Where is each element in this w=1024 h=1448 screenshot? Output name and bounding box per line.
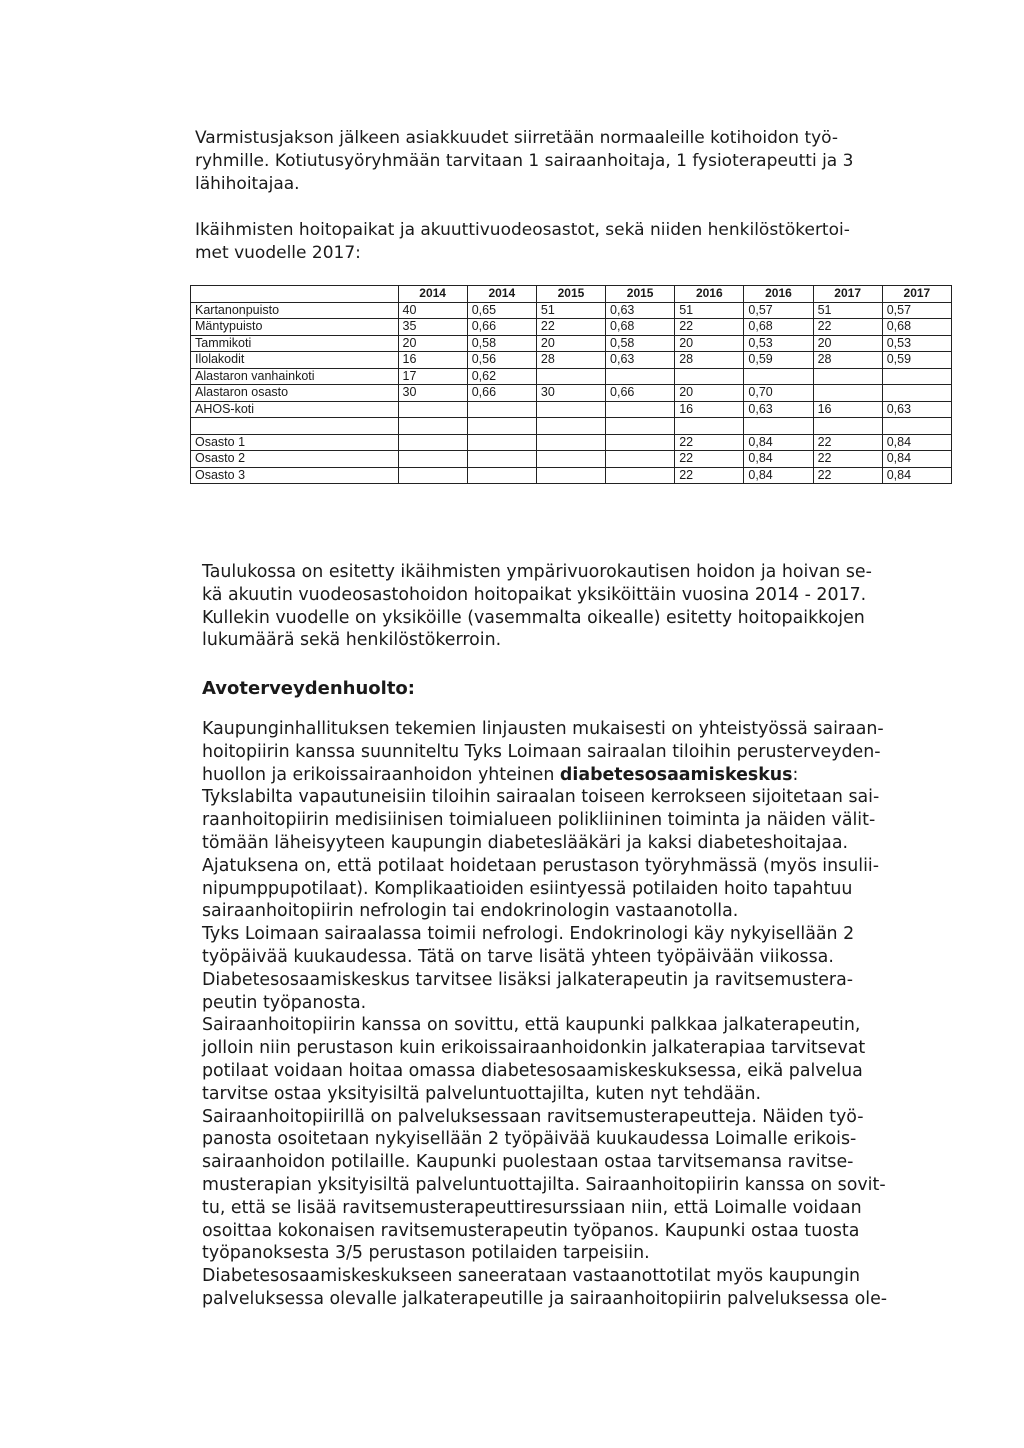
table-cell: 22 — [675, 451, 744, 468]
unit-name-cell: Osasto 1 — [191, 434, 399, 451]
unit-name-cell: Mäntypuisto — [191, 319, 399, 336]
table-cell — [536, 451, 605, 468]
bold-term: diabetesosaamiskeskus — [559, 764, 793, 785]
table-cell: 30 — [398, 385, 467, 402]
text-line: Kullekin vuodelle on yksiköille (vasemmalta oikealle) esitetty hoitopaikkojen — [202, 607, 865, 628]
text-line: Taulukossa on esitetty ikäihmisten ympärivuorokautisen hoidon ja hoivan se- — [202, 562, 872, 582]
table-cell: 0,57 — [744, 302, 813, 319]
table-cell — [606, 467, 675, 484]
text-line: panosta osoitetaan nykyisellään 2 työpäivää kuukaudessa Loimalle erikois- — [202, 1129, 857, 1150]
table-cell — [536, 418, 605, 435]
unit-name-cell: AHOS-koti — [191, 401, 399, 418]
table-cell — [467, 418, 536, 435]
table-cell: 0,66 — [467, 385, 536, 402]
table-cell: 0,84 — [882, 451, 951, 468]
table-row — [191, 418, 952, 435]
header-cell: 2014 — [398, 286, 467, 303]
table-cell: 20 — [398, 335, 467, 352]
table-cell: 0,59 — [744, 352, 813, 369]
table-cell: 0,65 — [467, 302, 536, 319]
table-cell — [536, 467, 605, 484]
table-cell: 22 — [813, 467, 882, 484]
text-line: tu, että se lisää ravitsemusterapeuttiresurssiaan niin, että Loimalle voidaan — [202, 1197, 862, 1218]
table-cell — [882, 418, 951, 435]
header-cell: 2017 — [882, 286, 951, 303]
table-cell: 0,84 — [744, 451, 813, 468]
table-cell — [606, 418, 675, 435]
table-cell: 22 — [813, 451, 882, 468]
unit-name-cell — [191, 418, 399, 435]
table-cell: 0,58 — [606, 335, 675, 352]
table-cell: 0,57 — [882, 302, 951, 319]
table-cell: 0,63 — [606, 302, 675, 319]
header-cell: 2015 — [536, 286, 605, 303]
table-row — [191, 434, 952, 451]
text-line: työpäivää kuukaudessa. Tätä on tarve lisätä yhteen työpäivään viikossa. — [202, 946, 834, 967]
text-line: lukumäärä sekä henkilöstökerroin. — [202, 630, 502, 651]
table-cell: 51 — [675, 302, 744, 319]
text-line — [202, 764, 972, 787]
table-cell — [398, 418, 467, 435]
table-row — [191, 467, 952, 484]
table-cell: 0,84 — [744, 434, 813, 451]
table-cell — [813, 385, 882, 402]
table-row — [191, 368, 952, 385]
table-cell: 0,66 — [467, 319, 536, 336]
text-line: Kaupunginhallituksen tekemien linjausten mukaisesti on yhteistyössä sairaan- — [202, 719, 884, 739]
table-cell — [813, 368, 882, 385]
table-cell: 22 — [813, 319, 882, 336]
table-cell: 35 — [398, 319, 467, 336]
table-cell: 0,53 — [744, 335, 813, 352]
table-cell — [675, 418, 744, 435]
inline-text: huollon ja erikoissairaanhoidon yhteinen — [202, 764, 560, 785]
table-cell: 0,58 — [467, 335, 536, 352]
table-cell — [606, 401, 675, 418]
text-line: Sairaanhoitopiirillä on palveluksessaan ravitsemusterapeutteja. Näiden työ- — [202, 1106, 864, 1127]
table-cell — [882, 385, 951, 402]
text-line: Ajatuksena on, että potilaat hoidetaan perustason työryhmässä (myös insulii- — [202, 855, 880, 876]
table-cell: 51 — [536, 302, 605, 319]
table-row — [191, 352, 952, 369]
table-cell: 0,56 — [467, 352, 536, 369]
header-cell: 2017 — [813, 286, 882, 303]
table-cell: 20 — [813, 335, 882, 352]
table-cell — [467, 451, 536, 468]
care-units-table — [190, 285, 952, 484]
table-cell: 0,84 — [744, 467, 813, 484]
table-cell: 40 — [398, 302, 467, 319]
table-cell: 51 — [813, 302, 882, 319]
table-cell: 0,63 — [744, 401, 813, 418]
table-cell: 0,63 — [882, 401, 951, 418]
text-line: sairaanhoidon potilaille. Kaupunki puolestaan ostaa tarvitsemansa ravitse- — [202, 1152, 854, 1173]
unit-name-cell: Alastaron osasto — [191, 385, 399, 402]
table-cell — [675, 368, 744, 385]
text-line: hoitopiirin kanssa suunniteltu Tyks Loimaan sairaalan tiloihin perusterveyden- — [202, 741, 881, 762]
table-cell — [398, 401, 467, 418]
table-cell: 22 — [675, 319, 744, 336]
unit-name-cell: Tammikoti — [191, 335, 399, 352]
text-line: työpanoksesta 3/5 perustason potilaiden tarpeisiin. — [202, 1243, 650, 1264]
unit-name-cell: Osasto 3 — [191, 467, 399, 484]
table-cell: 17 — [398, 368, 467, 385]
text-line: Varmistusjakson jälkeen asiakkuudet siirretään normaaleille kotihoidon työ- — [195, 128, 839, 148]
table-cell — [467, 401, 536, 418]
table-cell: 22 — [536, 319, 605, 336]
table-cell: 16 — [813, 401, 882, 418]
table-cell: 20 — [536, 335, 605, 352]
table-intro-paragraph — [195, 219, 965, 265]
unit-name-cell: Kartanonpuisto — [191, 302, 399, 319]
unit-name-cell: Osasto 2 — [191, 451, 399, 468]
text-line: sairaanhoitopiirin nefrologin tai endokrinologin vastaanotolla. — [202, 901, 739, 922]
text-line: tömään läheisyyteen kaupungin diabeteslääkäri ja kaksi diabeteshoitajaa. — [202, 832, 849, 853]
text-line: Diabetesosaamiskeskukseen saneerataan vastaanottotilat myös kaupungin — [202, 1266, 860, 1287]
unit-name-cell: Alastaron vanhainkoti — [191, 368, 399, 385]
section-heading: Avoterveydenhuolto: — [202, 678, 415, 699]
text-line: met vuodelle 2017: — [195, 242, 361, 263]
text-line: peutin työpanosta. — [202, 992, 367, 1013]
text-line: Diabetesosaamiskeskus tarvitsee lisäksi jalkaterapeutin ja ravitsemustera- — [202, 969, 854, 990]
table-body — [191, 302, 952, 484]
table-cell — [398, 467, 467, 484]
text-line: jolloin niin perustason kuin erikoissairaanhoidonkin jalkaterapiaa tarvitsevat — [202, 1038, 866, 1059]
text-line: raanhoitopiirin medisiinisen toimialueen polikliininen toiminta ja näiden välit- — [202, 810, 876, 831]
text-line: Tyks Loimaan sairaalassa toimii nefrologi. Endokrinologi käy nykyisellään 2 — [202, 924, 855, 945]
text-line: musterapian yksityisiltä palveluntuottajilta. Sairaanhoitopiirin kanssa on sovit- — [202, 1174, 886, 1195]
table-cell: 0,84 — [882, 467, 951, 484]
table-row — [191, 451, 952, 468]
table-cell: 0,53 — [882, 335, 951, 352]
header-cell: 2014 — [467, 286, 536, 303]
table-cell — [813, 418, 882, 435]
table-header-row — [191, 286, 952, 303]
text-line: nipumppupotilaat). Komplikaatioiden esiintyessä potilaiden hoito tapahtuu — [202, 878, 853, 899]
table-cell: 22 — [813, 434, 882, 451]
table-cell — [536, 368, 605, 385]
table-cell: 22 — [675, 467, 744, 484]
table-cell — [467, 467, 536, 484]
table-cell: 0,62 — [467, 368, 536, 385]
table-cell — [606, 368, 675, 385]
table-cell — [536, 434, 605, 451]
table-cell: 30 — [536, 385, 605, 402]
table-cell: 0,66 — [606, 385, 675, 402]
header-cell: 2016 — [675, 286, 744, 303]
table-cell: 20 — [675, 385, 744, 402]
table-cell: 0,68 — [882, 319, 951, 336]
table-row — [191, 302, 952, 319]
unit-name-cell: Ilolakodit — [191, 352, 399, 369]
text-line: Sairaanhoitopiirin kanssa on sovittu, että kaupunki palkkaa jalkaterapeutin, — [202, 1015, 861, 1036]
text-line: lähihoitajaa. — [195, 173, 300, 194]
header-cell: 2015 — [606, 286, 675, 303]
text-line: Tykslabilta vapautuneisiin tiloihin sairaalan toiseen kerrokseen sijoitetaan sai- — [202, 787, 880, 808]
table-cell: 28 — [536, 352, 605, 369]
table-cell: 0,68 — [606, 319, 675, 336]
table-cell — [606, 451, 675, 468]
table-cell: 0,84 — [882, 434, 951, 451]
text-line: Ikäihmisten hoitopaikat ja akuuttivuodeosastot, sekä niiden henkilöstökertoi- — [195, 220, 850, 240]
table-cell — [744, 368, 813, 385]
table-cell — [536, 401, 605, 418]
table-cell: 0,59 — [882, 352, 951, 369]
table-caption-paragraph — [202, 561, 972, 652]
text-line: osoittaa kokonaisen ravitsemusterapeutin työpanos. Kaupunki ostaa tuosta — [202, 1220, 860, 1241]
text-line: tarvitse ostaa yksityisiltä palveluntuottajilta, kuten nyt tehdään. — [202, 1083, 762, 1104]
text-line: potilaat voidaan hoitaa omassa diabetesosaamiskeskuksessa, eikä palvelua — [202, 1060, 863, 1081]
table-cell: 16 — [675, 401, 744, 418]
table-cell — [882, 368, 951, 385]
text-line: kä akuutin vuodeosastohoidon hoitopaikat yksiköittäin vuosina 2014 - 2017. — [202, 584, 867, 605]
header-cell: 2016 — [744, 286, 813, 303]
inline-text: : — [792, 764, 799, 785]
table-row — [191, 401, 952, 418]
table-cell: 22 — [675, 434, 744, 451]
table-cell: 16 — [398, 352, 467, 369]
table-row — [191, 385, 952, 402]
table-cell — [398, 434, 467, 451]
text-line: palveluksessa olevalle jalkaterapeutille ja sairaanhoitopiirin palveluksessa ole- — [202, 1288, 888, 1309]
table-cell — [467, 434, 536, 451]
text-line: ryhmille. Kotiutusyöryhmään tarvitaan 1 sairaanhoitaja, 1 fysioterapeutti ja 3 — [195, 150, 854, 171]
table-cell: 0,68 — [744, 319, 813, 336]
table-row — [191, 319, 952, 336]
intro-paragraph — [195, 127, 965, 195]
table-cell — [744, 418, 813, 435]
table-cell — [606, 434, 675, 451]
table-row — [191, 335, 952, 352]
table-cell: 0,70 — [744, 385, 813, 402]
body-paragraph — [202, 718, 972, 1311]
table-cell — [398, 451, 467, 468]
table-cell: 0,63 — [606, 352, 675, 369]
header-cell — [191, 286, 399, 303]
table-cell: 20 — [675, 335, 744, 352]
table-cell: 28 — [675, 352, 744, 369]
table-cell: 28 — [813, 352, 882, 369]
